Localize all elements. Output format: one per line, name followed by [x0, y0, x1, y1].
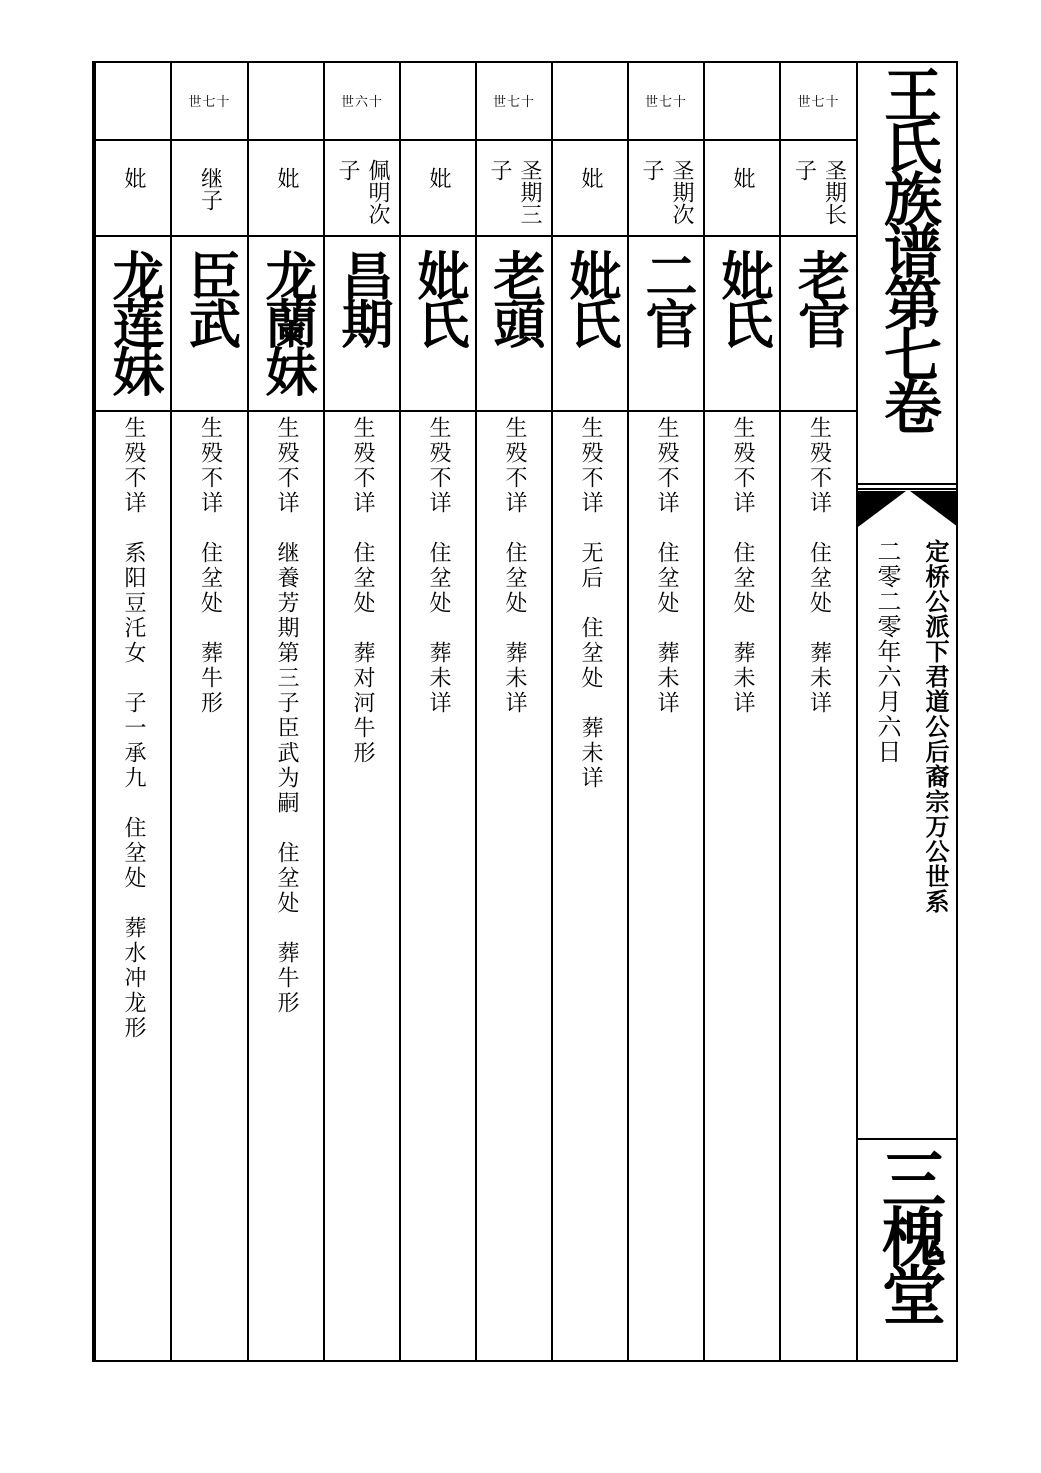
- generation-label: 世七十: [492, 95, 536, 110]
- person-bio: 生殁不详 住坌处 葬未详: [426, 416, 451, 716]
- person-name: 龙莲妹: [103, 249, 163, 393]
- relation-label: 妣: [274, 167, 299, 189]
- person-bio: 生殁不详 住坌处 葬对河牛形: [350, 416, 375, 766]
- fish-tail-icon: [858, 483, 958, 531]
- person-bio: 生殁不详 住坌处 葬未详: [502, 416, 527, 716]
- fish-tail-ornament: [858, 483, 958, 531]
- generation-label: 世七十: [644, 95, 688, 110]
- relation-label: 妣: [426, 167, 451, 189]
- entry-column: [170, 63, 247, 1360]
- person-name: 臣武: [179, 249, 240, 345]
- person-name: 妣氏: [560, 249, 620, 345]
- person-bio: 生殁不详 住坌处 葬未详: [806, 416, 832, 716]
- book-title: 王氏族谱第七卷: [874, 65, 942, 429]
- relation-label: 圣期长子: [791, 159, 847, 225]
- title-column: [856, 63, 958, 1360]
- person-name: 龙蘭妹: [256, 249, 316, 393]
- relation-label: 圣期次子: [639, 159, 694, 225]
- person-bio: 生殁不详 无后 住坌处 葬未详: [578, 416, 603, 791]
- entry-column: [779, 63, 856, 1360]
- generation-label: 世七十: [188, 95, 231, 110]
- person-name: 二官: [636, 249, 696, 345]
- person-bio: 生殁不详 系阳豆汑女 子一承九 住坌处 葬水冲龙形: [121, 416, 146, 1041]
- person-name: 妣氏: [712, 249, 772, 345]
- generation-label: 世六十: [340, 95, 384, 110]
- entry-column: [551, 63, 627, 1360]
- person-name: 昌期: [332, 249, 392, 345]
- person-name: 妣氏: [408, 249, 468, 345]
- lineage-subtitle: 定桥公派下君道公后裔宗万公世系: [921, 539, 950, 914]
- person-name: 老頭: [484, 249, 544, 345]
- person-bio: 生殁不详 继養芳期第三子臣武为嗣 住坌处 葬牛形: [274, 416, 299, 1016]
- relation-label: 妣: [730, 167, 755, 189]
- relation-label: 妣: [578, 167, 603, 189]
- entry-column: [323, 63, 399, 1360]
- relation-label: 佩明次子: [335, 159, 390, 225]
- entry-column: [627, 63, 703, 1360]
- hall-name: 三槐堂: [871, 1146, 946, 1320]
- relation-label: 圣期三子: [487, 159, 542, 225]
- entry-column: [94, 63, 170, 1360]
- relation-label: 继子: [197, 167, 223, 211]
- entry-column: [703, 63, 779, 1360]
- person-name: 老官: [788, 249, 849, 345]
- genealogy-sheet: [92, 61, 958, 1362]
- entry-column: [247, 63, 323, 1360]
- entry-column: [399, 63, 475, 1360]
- person-bio: 生殁不详 住坌处 葬牛形: [197, 416, 223, 716]
- relation-label: 妣: [121, 167, 146, 189]
- publish-date: 二零二零年六月六日: [873, 539, 901, 764]
- person-bio: 生殁不详 住坌处 葬未详: [730, 416, 755, 716]
- person-bio: 生殁不详 住坌处 葬未详: [654, 416, 679, 716]
- entry-column: [475, 63, 551, 1360]
- generation-label: 世七十: [797, 95, 840, 110]
